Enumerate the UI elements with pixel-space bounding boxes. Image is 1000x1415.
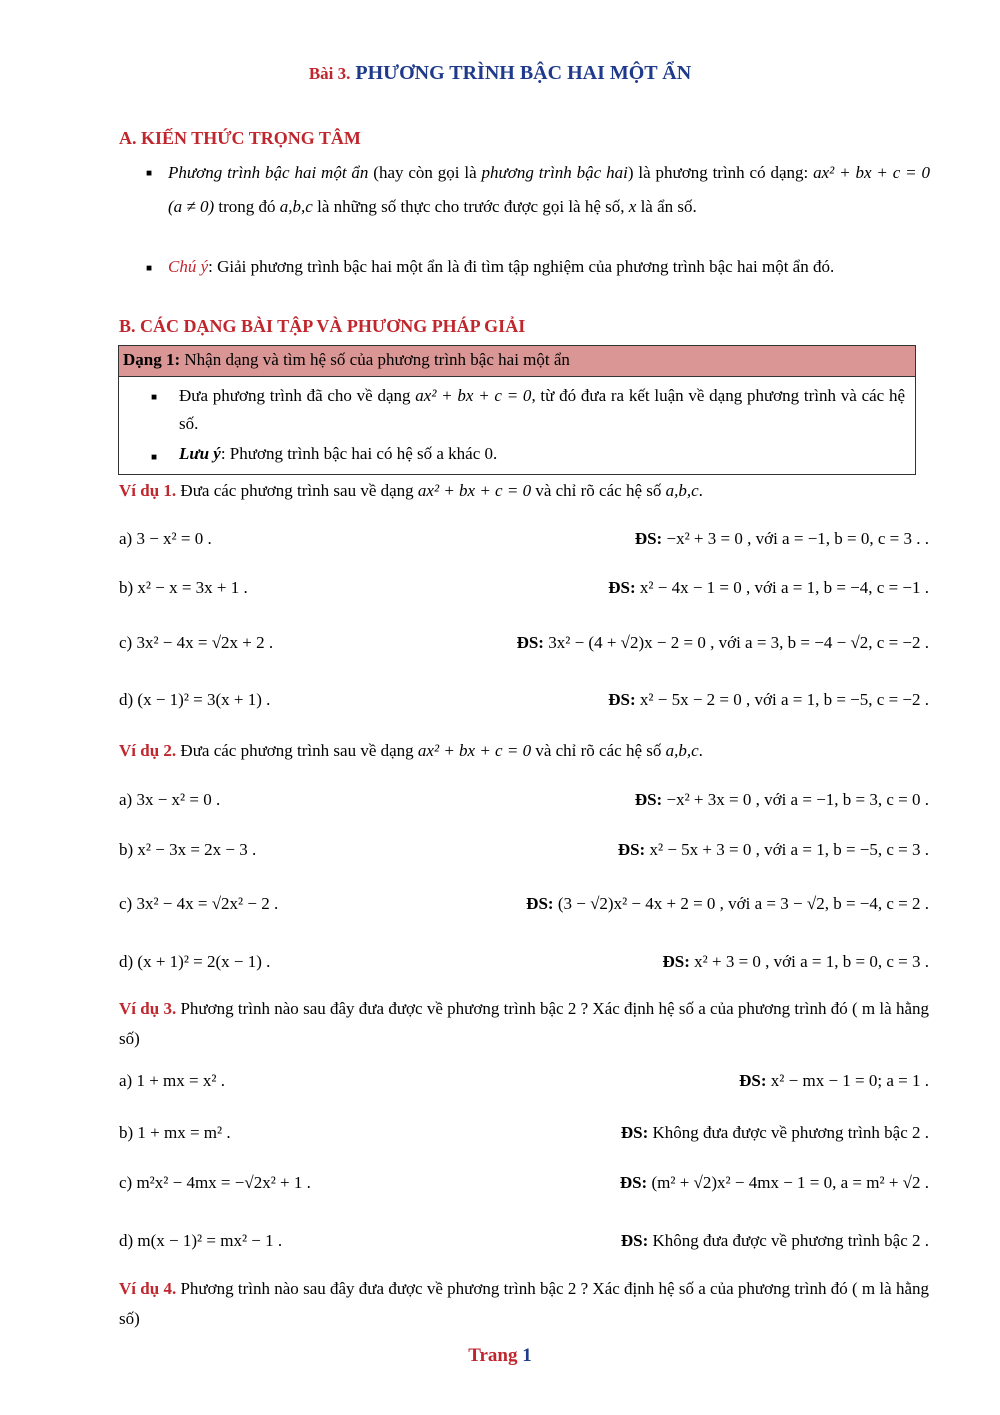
lesson-title: PHƯƠNG TRÌNH BẬC HAI MỘT ẨN xyxy=(355,62,692,84)
section-a-heading: A. KIẾN THỨC TRỌNG TÂM xyxy=(119,128,361,148)
bullet-icon: ■ xyxy=(146,168,153,179)
example-2-item: a) 3x − x² = 0 . ĐS: −x² + 3x = 0 , với a = −1, b = 3, c = 0 . xyxy=(119,790,929,809)
bullet-icon: ■ xyxy=(151,452,158,463)
bullet-icon: ■ xyxy=(146,263,153,274)
example-3-prompt: Ví dụ 3. Phương trình nào sau đây đưa được về phương trình bậc 2 ? Xác định hệ số a của phương trình đó ( m là hằng số) xyxy=(119,999,929,1048)
section-b-heading: B. CÁC DẠNG BÀI TẬP VÀ PHƯƠNG PHÁP GIẢI xyxy=(119,316,526,336)
example-1-item: d) (x − 1)² = 3(x + 1) . ĐS: x² − 5x − 2 = 0 , với a = 1, b = −5, c = −2 . xyxy=(119,690,929,709)
example-3-item: a) 1 + mx = x² . ĐS: x² − mx − 1 = 0; a = 1 . xyxy=(119,1071,929,1090)
page-footer xyxy=(0,1345,1000,1367)
example-3-item: d) m(x − 1)² = mx² − 1 . ĐS: Không đưa được về phương trình bậc 2 . xyxy=(119,1231,929,1250)
dang-1-box xyxy=(118,345,916,475)
dang-1-note: Lưu ý: Phương trình bậc hai có hệ số a khác 0. xyxy=(179,444,498,463)
page-title xyxy=(0,62,1000,85)
example-4-prompt: Ví dụ 4. Phương trình nào sau đây đưa được về phương trình bậc 2 ? Xác định hệ số a của phương trình đó ( m là hằng số) xyxy=(119,1279,929,1328)
example-2-item: d) (x + 1)² = 2(x − 1) . ĐS: x² + 3 = 0 , với a = 1, b = 0, c = 3 . xyxy=(119,952,929,971)
dang-1-header: Dạng 1: Nhận dạng và tìm hệ số của phương trình bậc hai một ẩn xyxy=(119,346,915,377)
lesson-number: Bài 3. xyxy=(308,64,351,83)
example-2-item: b) x² − 3x = 2x − 3 . ĐS: x² − 5x + 3 = 0 , với a = 1, b = −5, c = 3 . xyxy=(119,840,929,859)
bullet-icon: ■ xyxy=(151,392,158,403)
example-3-item: c) m²x² − 4mx = −√2x² + 1 . ĐS: (m² + √2)x² − 4mx − 1 = 0, a = m² + √2 . xyxy=(119,1173,929,1192)
section-a-paragraph-1: Phương trình bậc hai một ẩn (hay còn gọi là phương trình bậc hai) là phương trình có dạng: ax² + bx + c = 0 (a ≠ 0) trong đó a,b,c là những số thực cho trước được gọi là hệ số, x là ẩn số. xyxy=(168,163,931,216)
page-number: 1 xyxy=(522,1345,532,1366)
dang-1-method: Đưa phương trình đã cho về dạng ax² + bx + c = 0, từ đó đưa ra kết luận về dạng phương trình và các hệ số. xyxy=(179,386,905,433)
example-2-item: c) 3x² − 4x = √2x² − 2 . ĐS: (3 − √2)x² − 4x + 2 = 0 , với a = 3 − √2, b = −4, c = 2 . xyxy=(119,894,929,913)
example-1-item: c) 3x² − 4x = √2x + 2 . ĐS: 3x² − (4 + √2)x − 2 = 0 , với a = 3, b = −4 − √2, c = −2 . xyxy=(119,633,929,652)
example-1-prompt: Ví dụ 1. Đưa các phương trình sau về dạng ax² + bx + c = 0 và chỉ rõ các hệ số a,b,c. xyxy=(119,481,703,500)
section-a-note: Chú ý: Giải phương trình bậc hai một ẩn là đi tìm tập nghiệm của phương trình bậc hai một ẩn đó. xyxy=(168,257,835,276)
example-1-item: b) x² − x = 3x + 1 . ĐS: x² − 4x − 1 = 0 , với a = 1, b = −4, c = −1 . xyxy=(119,578,929,597)
example-2-prompt: Ví dụ 2. Đưa các phương trình sau về dạng ax² + bx + c = 0 và chỉ rõ các hệ số a,b,c. xyxy=(119,741,703,760)
example-3-item: b) 1 + mx = m² . ĐS: Không đưa được về phương trình bậc 2 . xyxy=(119,1123,929,1142)
example-1-item: a) 3 − x² = 0 . ĐS: −x² + 3 = 0 , với a = −1, b = 0, c = 3 . . xyxy=(119,529,929,548)
page-label: Trang xyxy=(468,1345,518,1366)
